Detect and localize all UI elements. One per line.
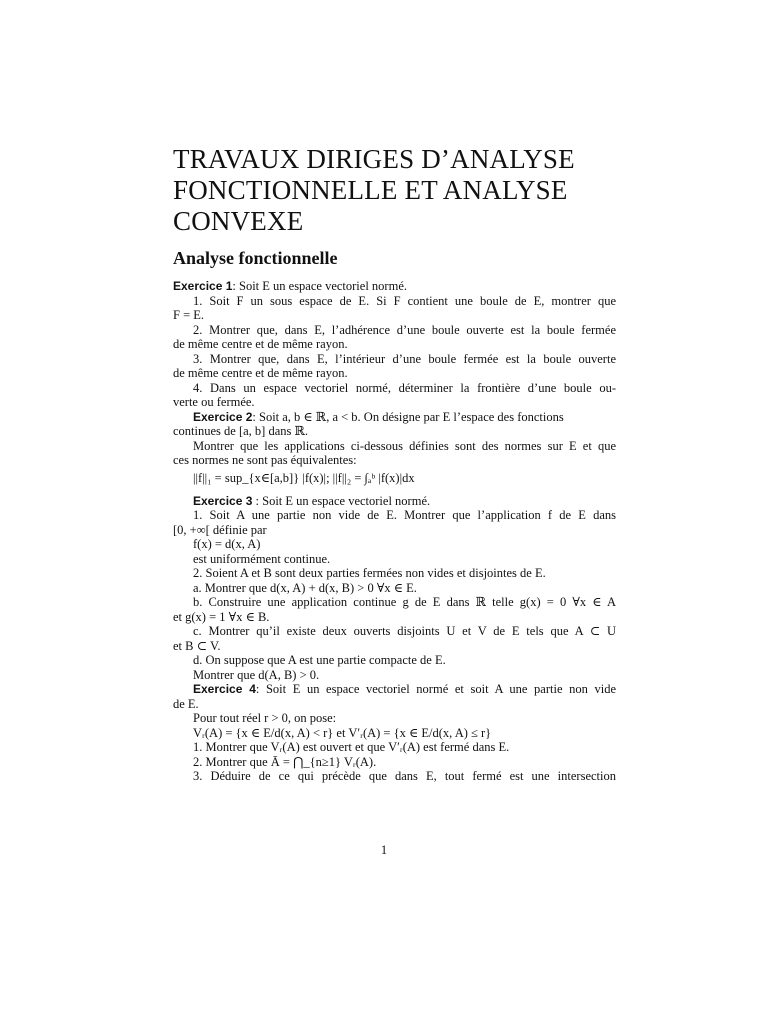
exercise-1-heading bbox=[173, 279, 616, 294]
exercise-line: 2. Soient A et B sont deux parties fermées non vides et disjointes de E. bbox=[193, 566, 546, 580]
exercise-line: b. Construire une application continue g de E dans ℝ telle g(x) = 0 ∀x ∈ A bbox=[193, 595, 616, 609]
exercise-line: de même centre et de même rayon. bbox=[173, 337, 348, 351]
exercise-4-heading bbox=[173, 682, 616, 697]
document-title: TRAVAUX DIRIGES D’ANALYSE FONCTIONNELLE ET ANALYSE CONVEXE bbox=[173, 144, 575, 236]
exercise-line: est uniformément continue. bbox=[193, 551, 331, 566]
exercise-line: 4. Dans un espace vectoriel normé, déterminer la frontière d’une boule ou- bbox=[193, 380, 616, 395]
exercise-line: F = E. bbox=[173, 308, 205, 322]
exercise-line: 1. Montrer que Vᵣ(A) est ouvert et que V′ᵣ(A) est fermé dans E. bbox=[193, 740, 510, 754]
exercise-line: Pour tout réel r > 0, on pose: bbox=[193, 711, 337, 725]
exercise-line: de même centre et de même rayon. bbox=[173, 366, 348, 380]
exercise-3-label: Exercice 3 bbox=[193, 493, 253, 508]
exercise-line: [0, +∞[ définie par bbox=[173, 522, 267, 537]
page-number: 1 bbox=[380, 843, 388, 857]
exercise-line: 2. Montrer que, dans E, l’adhérence d’une boule ouverte est la boule fermée bbox=[193, 322, 616, 337]
norm-formula: ||f||₁ = sup_{x∈[a,b]} |f(x)|; ||f||₂ = ∫ₐᵇ |f(x)|dx bbox=[193, 470, 415, 485]
exercise-line: 3. Montrer que, dans E, l’intérieur d’une boule fermée est la boule ouverte bbox=[193, 351, 616, 366]
exercise-line: f(x) = d(x, A) bbox=[193, 537, 261, 551]
exercise-2-heading bbox=[173, 410, 616, 425]
exercise-line: 1. Soit A une partie non vide de E. Montrer que l’application f de E dans bbox=[193, 508, 616, 522]
exercise-line: 2. Montrer que Ā = ⋂_{n≥1} Vᵣ(A). bbox=[193, 754, 377, 769]
exercise-line: c. Montrer qu’il existe deux ouverts disjoints U et V de E tels que A ⊂ U bbox=[193, 624, 616, 638]
exercise-4-label: Exercice 4 bbox=[193, 682, 256, 696]
exercise-line: Montrer que les applications ci-dessous définies sont des normes sur E et que bbox=[193, 438, 616, 453]
section-heading: Analyse fonctionnelle bbox=[173, 248, 338, 268]
exercise-1-intro: : Soit E un espace vectoriel normé. bbox=[232, 279, 407, 293]
exercise-line: Vᵣ(A) = {x ∈ E/d(x, A) < r} et V′ᵣ(A) = {x ∈ E/d(x, A) ≤ r} bbox=[193, 725, 492, 740]
exercise-line: et B ⊂ V. bbox=[173, 638, 221, 653]
exercise-1-label: Exercice 1 bbox=[173, 279, 233, 293]
exercise-body bbox=[173, 279, 616, 784]
exercise-line: et g(x) = 1 ∀x ∈ B. bbox=[173, 609, 270, 624]
exercise-3-intro: : Soit E un espace vectoriel normé. bbox=[252, 493, 431, 508]
exercise-line: 1. Soit F un sous espace de E. Si F contient une boule de E, montrer que bbox=[193, 293, 616, 308]
exercise-line: 3. Déduire de ce qui précède que dans E, tout fermé est une intersection bbox=[193, 769, 616, 783]
exercise-line: Montrer que d(A, B) > 0. bbox=[193, 667, 320, 682]
exercise-line: a. Montrer que d(x, A) + d(x, B) > 0 ∀x ∈ E. bbox=[193, 580, 417, 595]
exercise-line: de E. bbox=[173, 696, 199, 711]
exercise-line: d. On suppose que A est une partie compacte de E. bbox=[193, 653, 446, 667]
exercise-4-intro: : Soit E un espace vectoriel normé et soit A une partie non vide bbox=[255, 682, 616, 696]
exercise-line: continues de [a, b] dans ℝ. bbox=[173, 424, 309, 438]
exercise-2-label: Exercice 2 bbox=[193, 409, 253, 424]
exercise-line: verte ou fermée. bbox=[173, 395, 255, 409]
exercise-line: ces normes ne sont pas équivalentes: bbox=[173, 453, 357, 467]
exercise-2-intro: : Soit a, b ∈ ℝ, a < b. On désigne par E l’espace des fonctions bbox=[252, 409, 564, 424]
exercise-3-heading bbox=[173, 494, 616, 509]
